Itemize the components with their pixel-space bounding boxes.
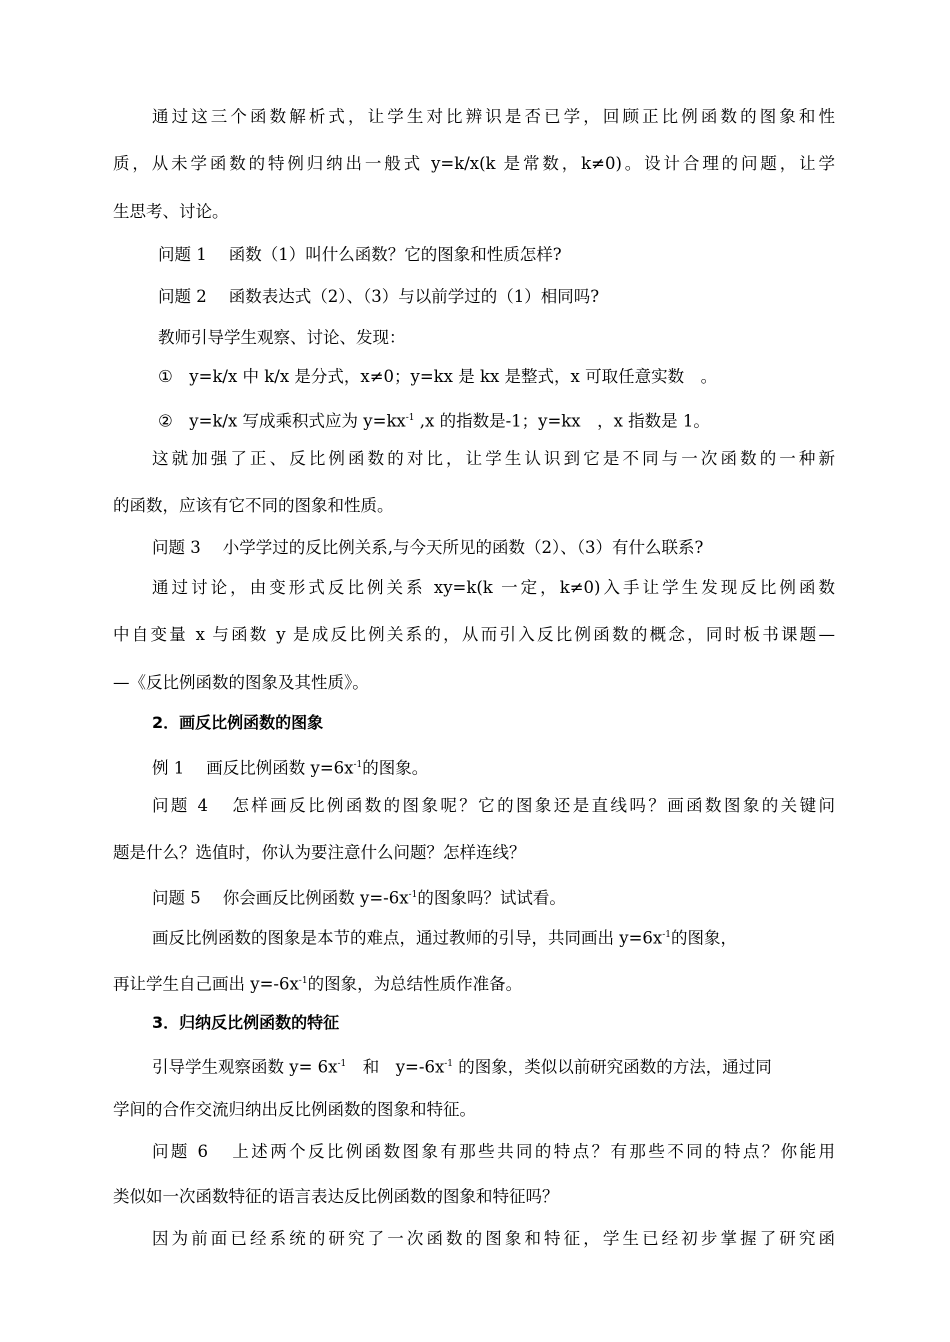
question-1 [158,244,835,266]
paragraph-line: 再让学生自己画出 $y=-6x^{-1}$的图象，为总结性质作准备。 [113,974,523,994]
paragraph-line: 通过讨论，由变形式反比例关系 xy=k(k 一定，k≠0)入手让学生发现反比例函数 [152,578,835,597]
section-heading: 3．归纳反比例函数的特征 [152,1013,340,1032]
paragraph-line: 生思考、讨论。 [113,202,229,221]
question-2 [158,286,835,308]
question-text: 小学学过的反比例关系,与今天所见的函数（2）、（3）有什么联系? [222,538,704,557]
paragraph-line: 中自变量 x 与函数 y 是成反比例关系的，从而引入反比例函数的概念，同时板书课题— [113,625,835,644]
example-1: 例 1 画反比例函数 $y=6x^{-1}$的图象。 [152,758,429,778]
paragraph-line: 类似如一次函数特征的语言表达反比例函数的图象和特征吗？ [113,1187,559,1206]
question-6 [152,1141,835,1163]
question-label: 问题 4 [152,796,208,815]
question-5: 问题 5 你会画反比例函数 $y=-6x^{-1}$的图象吗？试试看。 [152,888,566,908]
paragraph-line: 引导学生观察函数 $y= 6x^{-1}$ 和 $y=-6x^{-1}$ 的图象，类似以前研究函数的方法，通过同 [152,1057,772,1077]
question-text: 上述两个反比例函数图象有那些共同的特点？有那些不同的特点？你能用 [229,1142,835,1161]
question-3 [152,537,835,559]
paragraph-line: 这就加强了正、反比例函数的对比，让学生认识到它是不同与一次函数的一种新 [152,449,835,468]
section-heading: 2．画反比例函数的图象 [152,713,324,732]
guide-text: 教师引导学生观察、讨论、发现： [158,328,406,347]
question-label: 问题 1 [158,245,207,264]
paragraph-line: 质，从未学函数的特例归纳出一般式 y=k/x(k 是常数，k≠0)。设计合理的问题，让学 [113,154,835,173]
question-4 [152,795,835,817]
question-text: 函数（1）叫什么函数？它的图象和性质怎样? [228,245,562,264]
question-label: 问题 5 [152,888,201,908]
example-label: 例 1 [152,758,185,778]
paragraph-line: —《反比例函数的图象及其性质》。 [113,673,369,692]
question-label: 问题 2 [158,287,207,306]
observation-2: ② y=k/x 写成乘积式应为 $y=kx^{-1}$ ,x 的指数是-1；y=kx ，x 指数是 1。 [158,411,710,431]
question-label: 问题 3 [152,538,201,557]
paragraph-line: 学间的合作交流归纳出反比例函数的图象和特征。 [113,1100,476,1119]
question-text: 怎样画反比例函数的图象呢？它的图象还是直线吗？画函数图象的关键问 [229,796,835,815]
paragraph-line: 的函数，应该有它不同的图象和性质。 [113,496,394,515]
question-label: 问题 6 [152,1142,208,1161]
paragraph-line: 因为前面已经系统的研究了一次函数的图象和特征，学生已经初步掌握了研究函 [152,1229,835,1248]
paragraph-line: 题是什么？选值时，你认为要注意什么问题？怎样连线？ [113,843,526,862]
observation-1: ① y=k/x 中 k/x 是分式，x≠0；y=kx 是 kx 是整式，x 可取任意实数 。 [158,367,718,386]
paragraph-line: 通过这三个函数解析式，让学生对比辨识是否已学，回顾正比例函数的图象和性 [152,107,835,126]
question-text: 函数表达式（2）、（3）与以前学过的（1）相同吗? [228,287,600,306]
paragraph-line: 画反比例函数的图象是本节的难点，通过教师的引导，共同画出 $y=6x^{-1}$的图象， [152,928,737,948]
